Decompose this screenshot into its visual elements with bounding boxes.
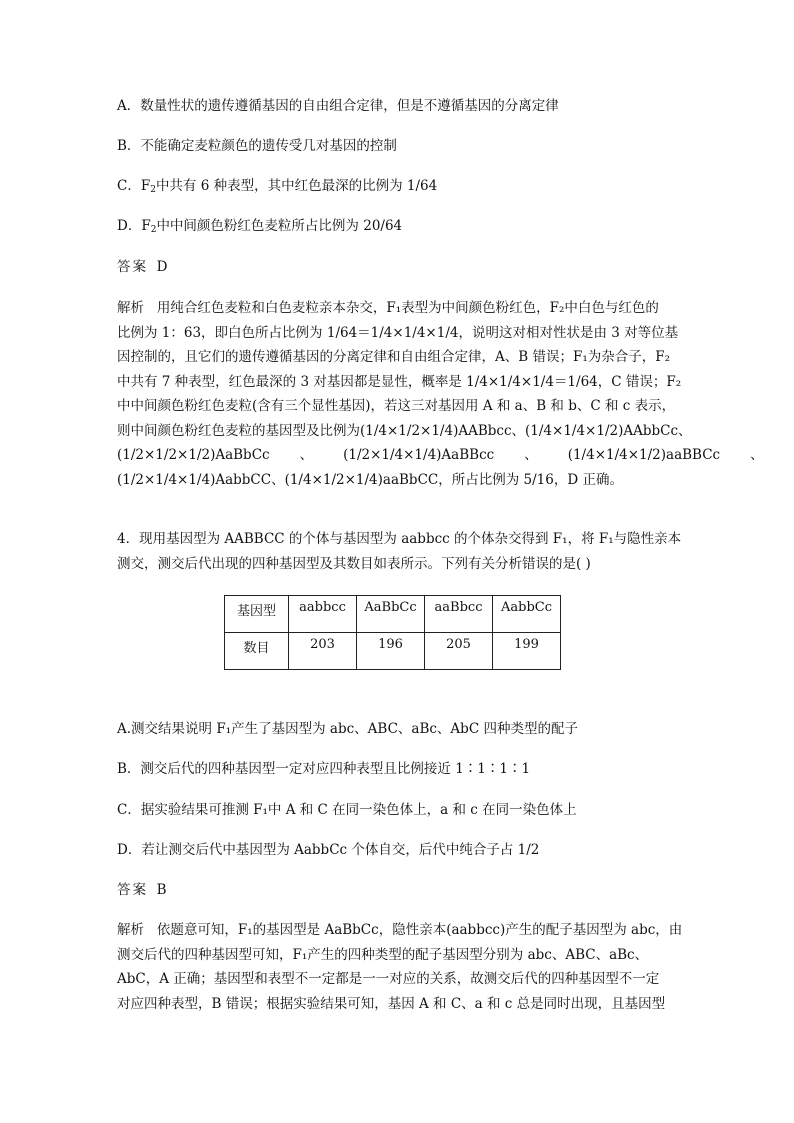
- q4-answer-value: B: [156, 882, 167, 898]
- q4-analysis-label: 解析: [117, 922, 144, 938]
- table-cell: 203: [289, 633, 357, 670]
- q3-analysis-line: [117, 443, 764, 468]
- table-header-cell: 基因型: [225, 596, 289, 633]
- genotype-term: (1/2×1/4×1/4)AaBBcc: [343, 447, 495, 463]
- q4-option-d: D．若让测交后代中基因型为 AabbCc 个体自交，后代中纯合子占 1/2: [117, 842, 540, 858]
- table-header-cell: AabbCc: [493, 596, 561, 633]
- q3-option-b: B．不能确定麦粒颜色的遗传受几对基因的控制: [117, 138, 397, 154]
- q4-option-b: B．测交后代的四种基因型一定对应四种表型且比例接近 1∶1∶1∶1: [117, 761, 531, 777]
- q3-answer-value: D: [156, 259, 168, 275]
- table-row: [225, 633, 561, 670]
- q4-stem-line: 4．现用基因型为 AABBCC 的个体与基因型为 aabbcc 的个体杂交得到 F₁，将 F₁与隐性亲本: [117, 531, 682, 547]
- q4-option-c: C．据实验结果可推测 F₁中 A 和 C 在同一染色体上，a 和 c 在同一染色体上: [117, 802, 577, 818]
- table-header-cell: aaBbcc: [425, 596, 493, 633]
- q3-analysis-line: 中中间颜色粉红色麦粒(含有三个显性基因)，若这三对基因用 A 和 a、B 和 b、C 和 c 表示，: [117, 398, 676, 414]
- q3-analysis-line: 用纯合红色麦粒和白色麦粒亲本杂交，F₁表型为中间颜色粉红色，F₂中白色与红色的: [156, 300, 659, 316]
- q3-answer-label: 答案: [117, 259, 148, 275]
- table-header-cell: aabbcc: [289, 596, 357, 633]
- table-cell: 205: [425, 633, 493, 670]
- q3-analysis-line: (1/2×1/4×1/4)AabbCC、(1/4×1/2×1/4)aaBbCC，所占比例为 5/16，D 正确。: [117, 471, 623, 488]
- q4-analysis: [117, 918, 683, 1016]
- q3-analysis-line: 中共有 7 种表型，红色最深的 3 对基因都是显性，概率是 1/4×1/4×1/4＝1/64，C 错误；F₂: [117, 373, 682, 390]
- q3-analysis-line: 比例为 1：63，即白色所占比例为 1/64＝1/4×1/4×1/4，说明这对相对性状是由 3 对等位基: [117, 324, 679, 341]
- table-cell: 数目: [225, 633, 289, 670]
- separator: 、: [750, 447, 764, 463]
- q4-option-a: A.测交结果说明 F₁产生了基因型为 abc、ABC、aBc、AbC 四种类型的配子: [117, 721, 578, 737]
- q4-stem-line: 测交，测交后代出现的四种基因型及其数目如表所示。下列有关分析错误的是( ): [117, 555, 591, 572]
- q3-option-d: [117, 216, 402, 236]
- q4-analysis-line: 测交后代的四种基因型可知，F₁产生的四种类型的配子基因型分别为 abc、ABC、aBc、: [117, 946, 649, 963]
- q3-option-c-prefix: C．F: [117, 178, 151, 194]
- q3-option-a: A．数量性状的遗传遵循基因的自由组合定律，但是不遵循基因的分离定律: [117, 98, 559, 114]
- separator: 、: [524, 447, 538, 463]
- q4-answer: [117, 880, 167, 900]
- table-header-row: [225, 596, 561, 633]
- q4-analysis-line: AbC，A 正确；基因型和表型不一定都是一一对应的关系，故测交后代的四种基因型不一定: [117, 971, 660, 987]
- genotype-term: (1/4×1/4×1/2)aaBBCc: [567, 447, 721, 463]
- q3-analysis: [117, 296, 764, 492]
- q3-analysis-label: 解析: [117, 300, 144, 316]
- table-cell: 199: [493, 633, 561, 670]
- q4-answer-label: 答案: [117, 882, 148, 898]
- q4-analysis-line: 依题意可知，F₁的基因型是 AaBbCc，隐性亲本(aabbcc)产生的配子基因型为 abc，由: [156, 922, 683, 938]
- separator: 、: [299, 447, 314, 463]
- q3-option-c: [117, 176, 437, 196]
- genotype-count-table: [224, 595, 561, 670]
- q3-option-d-text: 中中间颜色粉红色麦粒所占比例为 20/64: [156, 218, 403, 234]
- table-header-cell: AaBbCc: [357, 596, 425, 633]
- q3-analysis-line: 则中间颜色粉红色麦粒的基因型及比例为(1/4×1/2×1/4)AABbcc、(1/4×1/4×1/2)AAbbCc、: [117, 422, 692, 439]
- q3-answer: [117, 257, 167, 277]
- q3-option-d-prefix: D．F: [117, 218, 151, 234]
- genotype-term: (1/2×1/2×1/2)AaBbCc: [117, 447, 270, 463]
- q3-option-d-subscript: 2: [150, 225, 157, 235]
- q4-analysis-line: 对应四种表型，B 错误；根据实验结果可知，基因 A 和 C、a 和 c 总是同时出现，且基因型: [117, 995, 666, 1012]
- q4-stem: [117, 527, 682, 576]
- q3-option-c-text: 中共有 6 种表型，其中红色最深的比例为 1/64: [155, 178, 438, 194]
- q3-analysis-line: 因控制的，且它们的遗传遵循基因的分离定律和自由组合定律，A、B 错误；F₁为杂合子，F₂: [117, 349, 671, 365]
- q3-option-c-subscript: 2: [150, 185, 156, 195]
- table-cell: 196: [357, 633, 425, 670]
